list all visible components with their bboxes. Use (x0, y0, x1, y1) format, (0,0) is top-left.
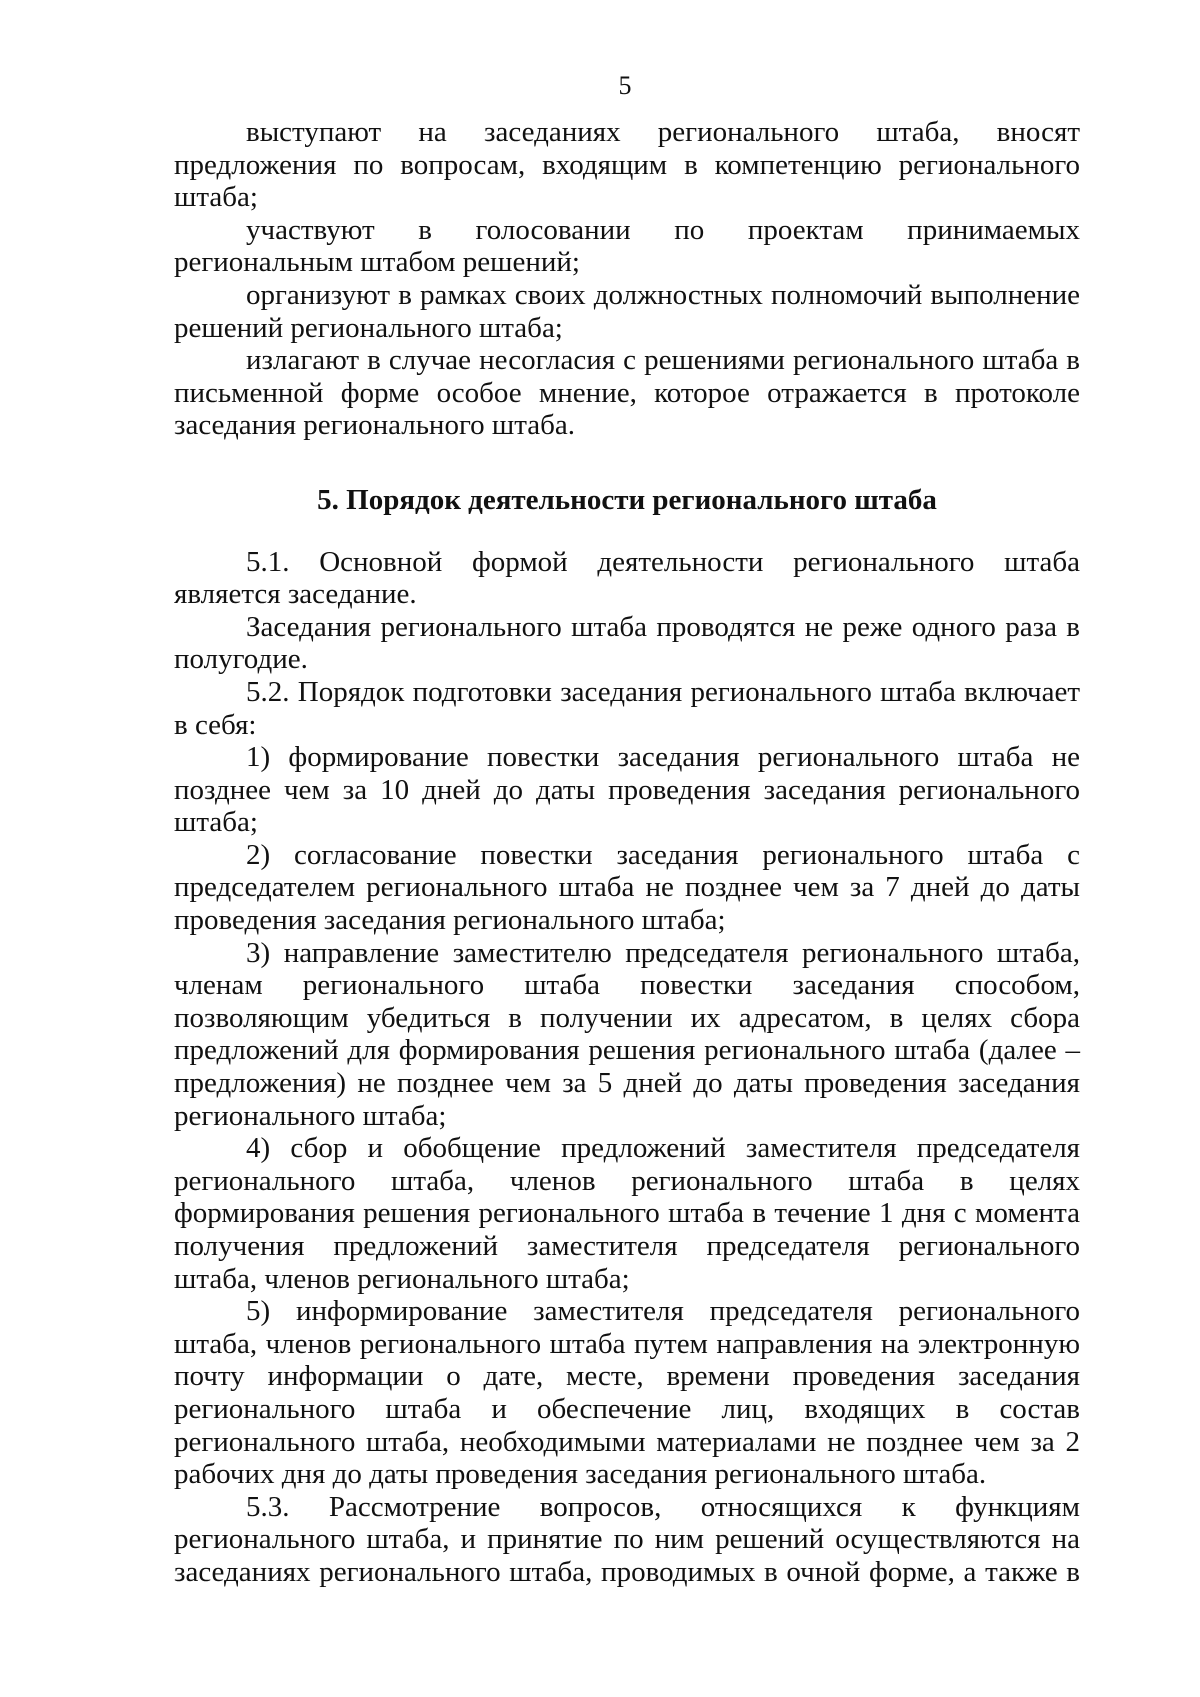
list-item-2: 2) согласование повестки заседания регионального штаба с председателем регионального штаба не позднее чем за 7 дней до даты проведения заседания регионального штаба; (174, 838, 1080, 937)
section-heading: 5. Порядок деятельности регионального штаба (317, 483, 937, 516)
paragraph-5-1: 5.1. Основной формой деятельности регионального штаба является заседание. (174, 545, 1080, 611)
paragraph-5-3: 5.3. Рассмотрение вопросов, относящихся к функциям регионального штаба, и принятие по ним решений осуществляются на заседаниях регионального штаба, проводимых в очной форме, а также в (174, 1490, 1080, 1588)
paragraph-5-2: 5.2. Порядок подготовки заседания регионального штаба включает в себя: (174, 675, 1080, 741)
paragraph-meeting-frequency: Заседания регионального штаба проводятся не реже одного раза в полугодие. (174, 610, 1080, 676)
list-item-1: 1) формирование повестки заседания регионального штаба не позднее чем за 10 дней до даты проведения заседания регионального штаба; (174, 741, 1080, 839)
document-body (174, 116, 1080, 1589)
paragraph-dissenting-opinion: излагают в случае несогласия с решениями регионального штаба в письменной форме особое мнение, которое отражается в протоколе заседания регионального штаба. (174, 344, 1080, 442)
list-item-5: 5) информирование заместителя председателя регионального штаба, членов регионального штаба путем направления на электронную почту информации о дате, месте, времени проведения заседания регионального штаба и обеспечение лиц, входящих в состав регионального штаба, необходимыми материалами не позднее чем за 2 рабочих дня до даты проведения заседания регионального штаба. (174, 1295, 1080, 1491)
list-item-4: 4) сбор и обобщение предложений заместителя председателя регионального штаба, членов регионального штаба в целях формирования решения регионального штаба в течение 1 дня с момента получения предложений заместителя председателя регионального штаба, членов регионального штаба; (174, 1132, 1080, 1295)
page-number: 5 (618, 71, 632, 100)
paragraph-organize-execution: организуют в рамках своих должностных полномочий выполнение решений регионального штаба; (174, 278, 1080, 344)
paragraph-vote-on-drafts: участвуют в голосовании по проектам принимаемых региональным штабом решений; (174, 213, 1080, 279)
paragraph-speak-at-meetings: выступают на заседаниях регионального штаба, вносят предложения по вопросам, входящим в компетенцию регионального штаба; (174, 116, 1080, 214)
list-item-3: 3) направление заместителю председателя регионального штаба, членам регионального штаба повестки заседания способом, позволяющим убедиться в получении их адресатом, в целях сбора предложений для формирования решения регионального штаба (далее – предложения) не позднее чем за 5 дней до даты проведения заседания регионального штаба; (174, 936, 1080, 1132)
